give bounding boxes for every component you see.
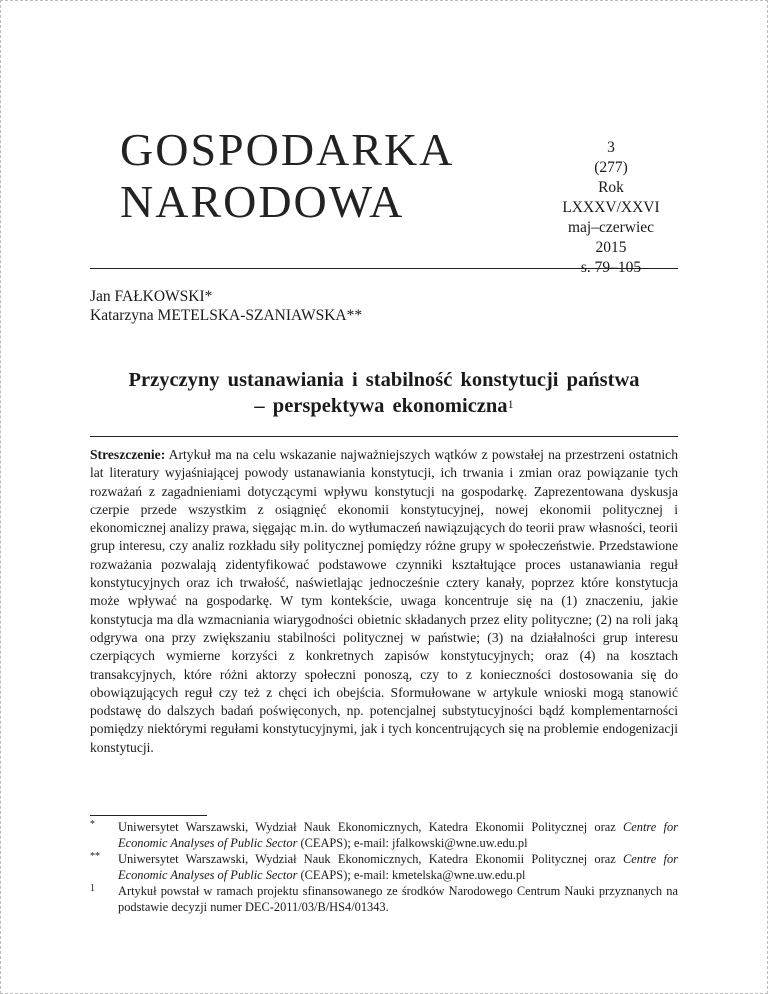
footnote-divider bbox=[90, 815, 207, 816]
footnote-text-a: Uniwersytet Warszawski, Wydział Nauk Ekonomicznych, Katedra Ekonomii Politycznej oraz bbox=[118, 852, 623, 866]
article-title-line-2 bbox=[90, 393, 678, 419]
footnote bbox=[90, 851, 678, 883]
issue-months: maj–czerwiec bbox=[567, 219, 655, 236]
issue-year-volume: Rok LXXXV/XXVI bbox=[562, 179, 660, 216]
header-divider bbox=[90, 268, 678, 269]
footnote bbox=[90, 819, 678, 851]
footnote-text-b: (CEAPS); e-mail: kmetelska@wne.uw.edu.pl bbox=[297, 868, 526, 882]
article-title-line-1: Przyczyny ustanawiania i stabilność konstytucji państwa bbox=[128, 369, 640, 391]
footnote-text-italic: Centre for Economic Analyses of Public Sector bbox=[118, 852, 678, 882]
footnote-mark: ** bbox=[90, 851, 100, 862]
footnote-text-b: (CEAPS); e-mail: jfalkowski@wne.uw.edu.pl bbox=[297, 836, 528, 850]
author-name: Katarzyna METELSKA-SZANIAWSKA** bbox=[90, 307, 363, 324]
journal-title bbox=[120, 124, 454, 228]
footnote bbox=[90, 883, 678, 915]
abstract-label: Streszczenie: bbox=[90, 447, 166, 462]
footnote-mark: * bbox=[90, 819, 95, 830]
footnote-text bbox=[118, 819, 678, 851]
issue-number: 3 bbox=[607, 139, 615, 156]
issue-info bbox=[548, 138, 674, 278]
journal-title-line-1: GOSPODARKA bbox=[120, 124, 455, 175]
author-list bbox=[90, 287, 362, 325]
issue-cumulative: (277) bbox=[594, 159, 628, 176]
footnote-text bbox=[118, 883, 678, 915]
footnotes bbox=[90, 819, 678, 915]
abstract-text: Artykuł ma na celu wskazanie najważniejszych wątków z powstałej na przestrzeni ostatnich lat literatury wyjaśniającej powody ustanawiania konstytucji, ich trwania i zmian oraz powiązanie tych rozważań z zagadnieniami dotyczącymi wpływu konstytucji na gospodarkę. Zaprezentowana dyskusja czerpie przede wszystkim z osiągnięć ekonomii konstytucyjnej, nowej ekonomii politycznej i ekonomicznej analizy prawa, sięgając m.in. do wytłumaczeń nawiązujących do teorii praw własności, teorii grup interesu, czy analiz rozkładu siły politycznej pomiędzy różne grupy w społeczeństwie. Przedstawione rozważania pozwalają zidentyfikować podstawowe czynniki kształtujące proces ustanawiania reguł konstytucyjnych oraz ich trwałość, naświetlając jednocześnie cztery kanały, poprzez które konstytucja może wpływać na gospodarkę. W tym kontekście, uwaga koncentruje się na (1) znaczeniu, jakie konstytucja ma dla wzmacniania wiarygodności obietnic składanych przez elity polityczne; (2) na roli jaką odgrywa ona przy zwiększaniu stabilności politycznej w państwie; (3) na działalności grup interesu czerpiących wymierne korzyści z konkretnych zapisów konstytucyjnych; oraz (4) na kosztach transakcyjnych, które różni aktorzy społeczni ponoszą, czy to z konieczności dostosowania się do obowiązujących reguł czy też z chęci ich obejścia. Sformułowane w artykule wnioski mogą stanowić podstawę do dalszych badań poświęconych, np. potencjalnej substytucyjności bądź komplementarności pomiędzy niektórymi regułami konstytucyjnymi, jak i tych koncentrujących się na problemie endogenizacji konstytucji. bbox=[90, 447, 678, 755]
issue-year: 2015 bbox=[595, 239, 627, 256]
abstract bbox=[90, 446, 678, 757]
journal-title-line-2: NARODOWA bbox=[120, 176, 405, 227]
abstract-divider bbox=[90, 436, 678, 437]
title-footnote-mark: 1 bbox=[507, 397, 514, 411]
footnote-text bbox=[118, 851, 678, 883]
footnote-text-a: Artykuł powstał w ramach projektu sfinansowanego ze środków Narodowego Centrum Nauki przyznanych na podstawie decyzji numer DEC-2011/03/B/HS4/01343. bbox=[118, 884, 678, 914]
footnote-mark: 1 bbox=[90, 883, 95, 894]
article-title-line-2-text: – perspektywa ekonomiczna bbox=[254, 395, 508, 417]
footnote-text-a: Uniwersytet Warszawski, Wydział Nauk Ekonomicznych, Katedra Ekonomii Politycznej oraz bbox=[118, 820, 623, 834]
article-title bbox=[90, 367, 678, 419]
issue-pages: s. 79–105 bbox=[580, 259, 642, 276]
footnote-text-italic: Centre for Economic Analyses of Public Sector bbox=[118, 820, 678, 850]
author-name: Jan FAŁKOWSKI* bbox=[90, 288, 213, 305]
